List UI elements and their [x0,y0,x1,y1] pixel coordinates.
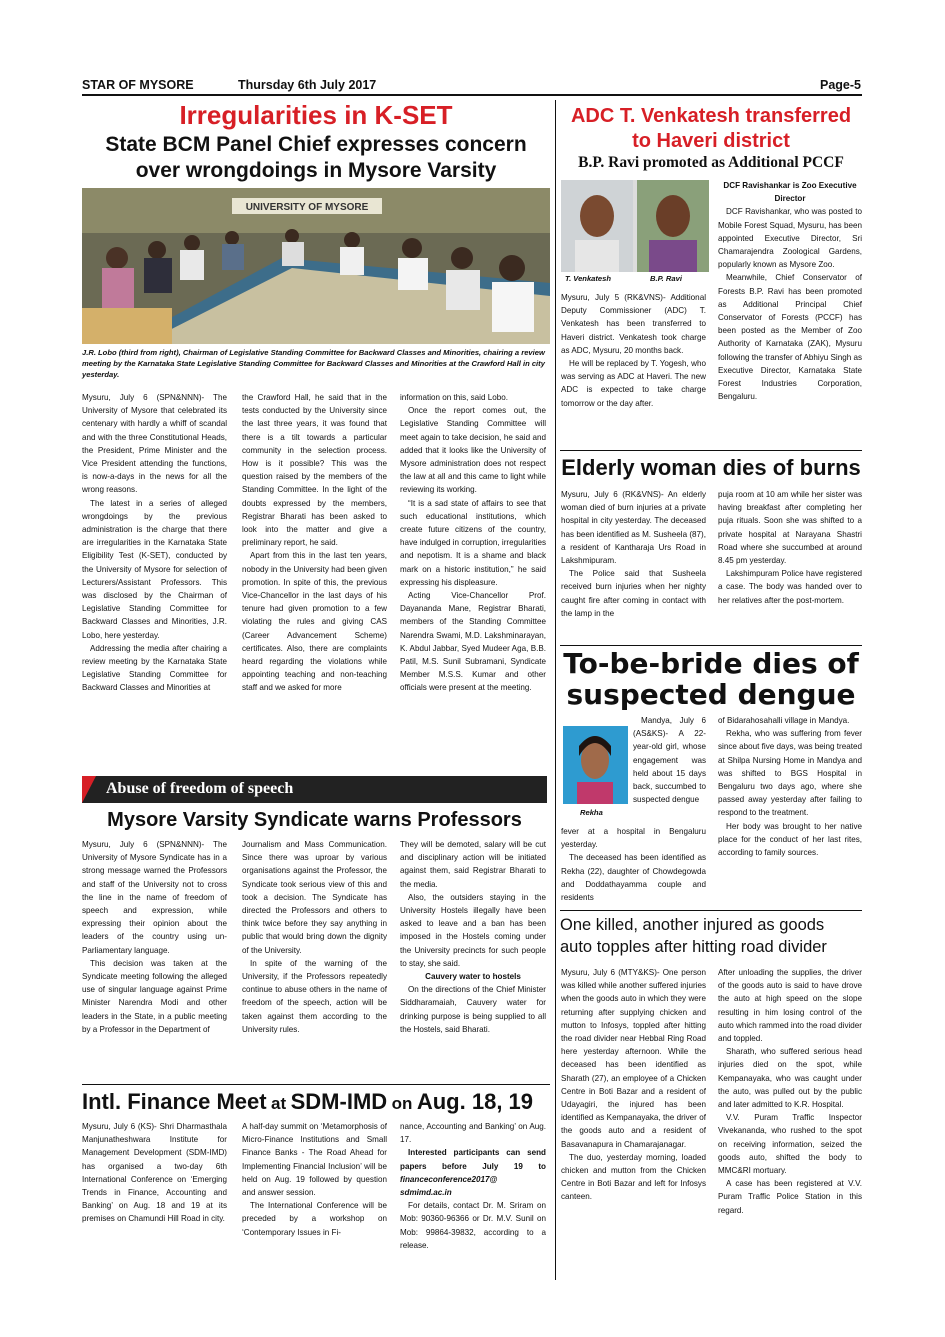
finance-column-2 [242,1120,387,1270]
rekha-caption: Rekha [580,808,603,817]
kset-subhead-2: over wrongdoings in Mysore Varsity [135,159,497,182]
zoo-subhead: DCF Ravishankar is Zoo Executive Director [723,181,857,204]
kset-column-2 [242,391,387,767]
issue-date: Thursday 6th July 2017 [238,78,377,92]
kset-para: Acting Vice-Chancellor Prof. Dayananda Mane, Registrar Bharati, members of the Standing Committee Narendra Swami, M.D. Lakshminarayan, K. Abdul Jabbar, Syed Mudeer Aga, B.B. Patil, M.S. Sunil Subramani, Syndicate Member M.S.S. Kumar and other officials were present at the meeting. [400,591,546,693]
adc-para: He will be replaced by T. Yogesh, who was serving as ADC at Haveri. The new ADC is expected to take charge tomorrow or the day after. [561,359,706,408]
goods-para: A case has been registered at V.V. Puram Traffic Police Station in this regard. [718,1179,862,1215]
elderly-para: puja room at 10 am while her sister was having breakfast after completing her puja rituals. Soon she was shifted to a private hospital at Narayana Shastri Road where she succumbed at around 8.45 pm yesterday. [718,490,862,566]
bride-para: Her body was brought to her native place for the conduct of her last rites, according to family sources. [718,821,862,858]
elderly-para: Mysuru, July 6 (RK&VNS)- An elderly woman died of burn injuries at a private hospital in city yesterday. The deceased has been identified as M. Susheela (87), a resident of Kantharaja Urs Road in Lakshmipuram. [561,490,706,566]
elderly-column-2 [718,488,862,643]
bride-para: fever at a hospital in Bengaluru yesterday. [561,827,706,850]
elderly-para: Lakshimpuram Police have registered a case. The body was handed over to her relatives after the post-mortem. [718,569,862,605]
cauvery-subhead: Cauvery water to hostels [425,972,521,982]
finance-headline-a: Intl. Finance Meet [82,1089,267,1114]
syndicate-para: Journalism and Mass Communication. Since there was uproar by various organisations against the Professor, the Syndicate took serious view of this and took a decision. The Syndicate has directed the Professors and others to think twice before they say anything in public that would bring down the dignity of the University. [242,840,387,955]
adc-portraits [561,180,709,272]
finance-para: The International Conference will be preceded by a workshop on ‘Contemporary Issues in Fi- [242,1201,387,1237]
kset-para: The latest in a series of alleged wrongdoings by the previous administration is the charge that there are irregularities in the Karnataka State Eligibility Test (K-SET), conducted by the University of Mysore for selection of Lecturers/Assistant Professors. This was disclosed by the Chairman of Legislative Standing Committee for Backward Classes and Minorities, J.R. Lobo, here yesterday. [82,498,227,640]
syndicate-para: They will be demoted, salary will be cut and disciplinary action will be initiated against them, said Registrar Bharati to the media. [400,840,546,889]
syndicate-para: In spite of the warning of the University, if the Professors repeatedly continue to abuse others in the name of freedom of the speech, action will be taken against them according to the University rules. [242,958,387,1034]
kset-meeting-photo [82,188,550,344]
finance-para: Mysuru, July 6 (KS)- Shri Dharmasthala Manjunatheshwara Institute for Management Development (SDM-IMD) has organised a two-day 6th International Conference on ‘Emerging Trends in Finance, Accounting and Banking’ on Aug. 18 and 19 at its premises on Chamundi Hill Road in city. [82,1122,227,1224]
elderly-column-1 [561,488,706,643]
finance-headline-b: at [271,1094,287,1113]
goods-headline-1: One killed, another injured as goods [560,916,825,934]
section-rule [560,910,862,911]
syndicate-banner [82,776,547,803]
adc-headline-2: to Haveri district [632,130,790,152]
section-rule [560,450,862,451]
kset-headline: Irregularities in K-SET [179,100,453,130]
adc-para: Mysuru, July 5 (RK&VNS)- Additional Deputy Commissioner (ADC) T. Venkatesh has been transferred to Haveri district. Venkatesh took charge as ADC, Mysuru, 20 months back. [561,293,706,355]
finance-column-3 [400,1120,546,1270]
page-number: Page-5 [820,78,861,92]
finance-bold-text: Interested participants can send papers before July 19 to [400,1148,546,1171]
kset-column-1 [82,391,227,767]
syndicate-column-3 [400,838,546,1083]
adc-para: DCF Ravishankar, who was posted to Mobile Forest Squad, Mysuru, has been appointed Executive Director, Sri Chamarajendra Zoological Gardens, popularly known as Mysore Zoo. [718,207,862,270]
syndicate-headline: Mysore Varsity Syndicate warns Professors [107,809,522,831]
paper-name: STAR OF MYSORE [82,78,194,92]
kset-para: Addressing the media after chairing a review meeting by the Karnataka State Legislative Standing Committee for Backward Classes and Minorities at [82,643,227,693]
kset-para: “It is a sad state of affairs to see that such educational institutions, which create future citizens of the country, have indulged in corruption, irregularities and nepotism. It is a shame and black mark on a historic institution,” he said expressing his displeasure. [400,498,546,587]
finance-headline [82,1087,552,1120]
goods-headline-2: auto topples after hitting road divider [560,938,827,956]
ravi-caption: B.P. Ravi [650,274,682,283]
finance-para [400,1146,546,1199]
kset-para: Once the report comes out, the Legislative Standing Committee will meet again to take decision, he said and added that it looks like the University of Mysore administration does not respect the law at all and this came to light while reviewing its working. [400,406,546,495]
goods-para: Sharath, who suffered serious head injuries died on the spot, while Kempanayaka, who was caught under the auto, was pulled out by the public and later admitted to K.R. Hospital. [718,1047,862,1110]
elderly-para: The Police said that Susheela received burn injuries when her nighty caught fire after coming in contact with the lamp in the [561,569,706,618]
bride-column-2 [718,714,862,906]
kset-subhead-1: State BCM Panel Chief expresses concern [105,133,527,156]
bride-column-1 [561,825,706,905]
bride-para: The deceased has been identified as Rekha (22), daughter of Chowdegowda and Doddathayamma couple and residents [561,853,706,903]
photo-float-spacer [561,714,633,822]
goods-para: Mysuru, July 6 (MTY&KS)- One person was killed while another suffered injuries when the goods auto in which they were returning after supplying chicken and mutton to Infosys, toppled after hitting the road divider near Hebbal Ring Road here yesterday afternoon. While the deceased has been identified as Sharath (27), an employee of a Chicken Centre in Boti Bazar and a resident of Udayagiri, the injured has been identified as Kempanayaka, the driver of the goods auto and a resident of Basavanapura in Chamarajanagar. [561,968,706,1149]
adc-subhead: B.P. Ravi promoted as Additional PCCF [578,154,844,171]
kset-photo-caption: J.R. Lobo (third from right), Chairman of Legislative Standing Committee for Backward Classes and Minorities, chairing a review meeting by the Karnataka State Legislative Standing Committee for Backward Classes and Minorities at the Crawford Hall in city yesterday. [82,348,545,379]
venkatesh-caption: T. Venkatesh [565,274,611,283]
bride-para: Rekha, who was suffering from fever since about five days, was being treated at Shilpa Nursing Home in Mandya and was shifted to BGS Hospital in Bengaluru two days ago, where she passed away yesterday after failing to respond to the treatment. [718,729,862,818]
kset-para: information on this, said Lobo. [400,393,508,402]
bride-para: of Bidarahosahalli village in Mandya. [718,716,850,725]
goods-para: After unloading the supplies, the driver of the goods auto is said to have drove the auto at high speed on the slope resulting in him losing control of the auto which rammed into the road divider and toppled. [718,968,862,1044]
finance-headline-d: on [391,1094,413,1113]
adc-column-1 [561,291,706,441]
section-rule [82,1084,550,1085]
column-divider [555,100,556,1280]
kset-para: the Crawford Hall, he said that in the tests conducted by the University since the last three years, it was found that there is a tilt towards a particular community in the selection process. How is it possible? This was the question raised by the members of the Standing Committee. In the light of the doubts expressed by the members, Registrar Bharati has been asked to look into the matter and give a preliminary report, he said. [242,393,387,548]
syndicate-column-1 [82,838,227,1083]
masthead-rule [82,94,862,96]
syndicate-column-2 [242,838,387,1083]
photo-sign-text: UNIVERSITY OF MYSORE [245,202,369,213]
goods-para: The duo, yesterday morning, loaded chicken and mutton from the Chicken Centre in Boti Bazar and left for Infosys canteen. [561,1152,706,1202]
syndicate-para: On the directions of the Chief Minister Siddharamaiah, Cauvery water for drinking purpose is being supplied to all the Hostels, said Bharati. [400,985,546,1034]
bride-column-1-intro [561,714,706,826]
finance-column-1 [82,1120,227,1270]
finance-email[interactable]: financeconference2017@ sdmimd.ac.in [400,1174,498,1198]
elderly-headline: Elderly woman dies of burns [561,455,861,480]
goods-column-1 [561,966,706,1266]
syndicate-para: Also, the outsiders staying in the University Hostels illegally have been asked to leave and a ban has been imposed in the Hostels coming under the University precincts for such people to stay, she said. [400,892,546,968]
kset-para: Mysuru, July 6 (SPN&NNN)- The University of Mysore that celebrated its centenary with hardly a whiff of scandal and with the three Constitutional Heads, the President, Prime Minister and the Vice President attending the functions, is now-a-days in the news for all the wrong reasons. [82,393,227,495]
kset-column-3 [400,391,546,767]
bride-intro-text: Mandya, July 6 (AS&KS)- A 22-year-old girl, whose engagement was held about 15 days back, succumbed to suspected dengue [633,716,706,805]
goods-column-2 [718,966,862,1266]
bride-headline-1: To-be-bride dies of [563,647,859,680]
kset-para: Apart from this in the last ten years, nobody in the University had been given promotion. In spite of this, the previous Vice-Chancellor in the last days of his tenure had given promotion to a few violating the rules and giving CAS (Career Advancement Scheme) certificates. Also, there are complaints heard regarding the violations while appointing teaching and non-teaching staff and we asked for more [242,551,387,693]
goods-para: V.V. Puram Traffic Inspector Vivekananda, who rushed to the spot on receiving information, seized the goods auto, shifted the body to MMC&RI mortuary. [718,1113,862,1176]
finance-para: A half-day summit on ‘Metamorphosis of Micro-Finance Institutions and Small Finance Banks - The Road Ahead for Implementing Financial Inclusion’ will be held on Aug. 19 followed by question and answer session. [242,1122,387,1198]
adc-para: Meanwhile, Chief Conservator of Forests B.P. Ravi has been promoted as Additional Principal Chief Conservator of Forests (PCCF) has been posted as the Member of Zoo Authority of Karnataka (ZAK), Mysuru following the transfer of Abhiyu Singh as Executive Director, Karnataka State Forest Industries Corporation, Bengaluru. [718,273,862,402]
section-rule [560,645,862,646]
syndicate-banner-text: Abuse of freedom of speech [106,780,294,797]
finance-para: For details, contact Dr. M. Sriram on Mob: 90360-96366 or Dr. M.V. Sunil on Mob: 99864-39832, according to a release. [400,1201,546,1250]
finance-para: nance, Accounting and Banking’ on Aug. 17. [400,1122,546,1145]
bride-headline-2: suspected dengue [566,678,856,711]
finance-headline-c: SDM-IMD [290,1089,388,1114]
banner-accent [82,776,96,803]
syndicate-para: This decision was taken at the Syndicate meeting following the alleged use of singular language against Prime Minister Narendra Modi and other leaders in the State, in a public meeting by a Professor in the Department of [82,958,227,1034]
syndicate-para: Mysuru, July 6 (SPN&NNN)- The University of Mysore Syndicate has in a strong message warned the Professors and staff of the University not to cross the line in the name of freedom of speech and expression, while expressing their opinion about the leaders of the country using un-Parliamentary language. [82,840,227,955]
adc-column-2 [718,179,862,447]
adc-headline-1: ADC T. Venkatesh transferred [570,105,852,127]
finance-headline-e: Aug. 18, 19 [416,1089,534,1114]
